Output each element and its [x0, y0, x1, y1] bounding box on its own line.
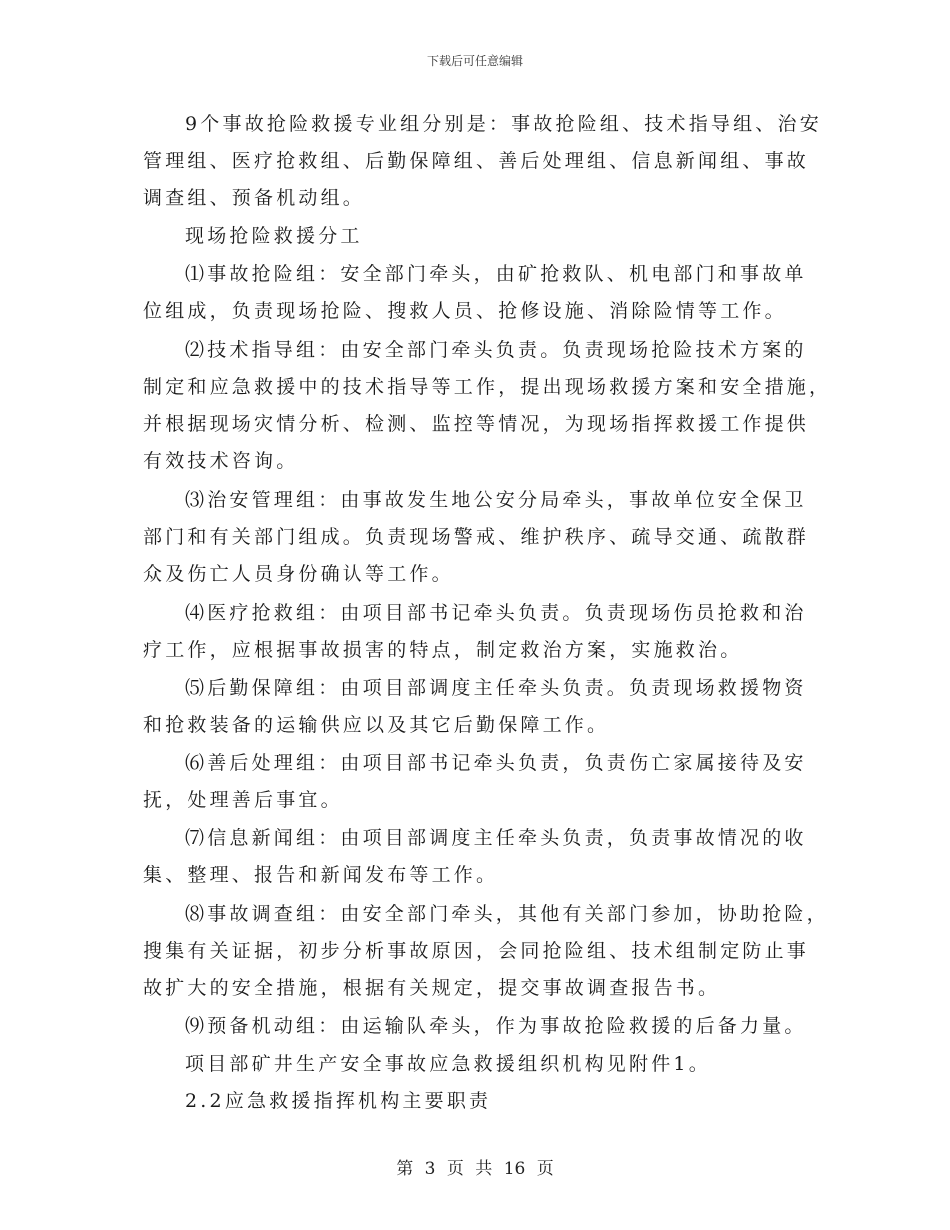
item-3-line-2: 部门和有关部门组成。负责现场警戒、维护秩序、疏导交通、疏散群	[143, 526, 810, 548]
paragraph-intro-line-3: 调查组、预备机动组。	[143, 187, 366, 209]
item-1-line-1: ⑴事故抢险组：安全部门牵头，由矿抢救队、机电部门和事故单	[185, 263, 807, 285]
item-4-line-1: ⑷医疗抢救组：由项目部书记牵头负责。负责现场伤员抢救和治	[185, 602, 807, 624]
item-5-line-2: 和抢救装备的运输供应以及其它后勤保障工作。	[143, 714, 610, 736]
item-2-line-4: 有效技术咨询。	[143, 450, 299, 472]
item-6-line-2: 抚，处理善后事宜。	[143, 789, 343, 811]
item-7-line-2: 集、整理、报告和新闻发布等工作。	[143, 864, 499, 886]
page-header: 下载后可任意编辑	[426, 54, 523, 68]
item-7-line-1: ⑺信息新闻组：由项目部调度主任牵头负责，负责事故情况的收	[185, 827, 807, 849]
attachment-note: 项目部矿井生产安全事故应急救援组织机构见附件1。	[185, 1053, 711, 1075]
item-8-line-2: 搜集有关证据，初步分析事故原因，会同抢险组、技术组制定防止事	[143, 940, 810, 962]
item-4-line-2: 疗工作，应根据事故损害的特点，制定救治方案，实施救治。	[143, 639, 743, 661]
item-8-line-1: ⑻事故调查组：由安全部门牵头，其他有关部门参加，协助抢险，	[185, 903, 829, 925]
paragraph-intro-line-1: 9个事故抢险救援专业组分别是：事故抢险组、技术指导组、治安	[185, 113, 822, 135]
item-6-line-1: ⑹善后处理组：由项目部书记牵头负责，负责伤亡家属接待及安	[185, 752, 807, 774]
section-2-2-heading: 2.2应急救援指挥机构主要职责	[185, 1090, 492, 1112]
item-2-line-2: 制定和应急救援中的技术指导等工作，提出现场救援方案和安全措施，	[143, 376, 832, 398]
item-2-line-1: ⑵技术指导组：由安全部门牵头负责。负责现场抢险技术方案的	[185, 339, 807, 361]
section-heading: 现场抢险救援分工	[185, 225, 363, 247]
paragraph-intro-line-2: 管理组、医疗抢救组、后勤保障组、善后处理组、信息新闻组、事故	[143, 150, 810, 172]
item-3-line-3: 众及伤亡人员身份确认等工作。	[143, 563, 454, 585]
item-9-line-1: ⑼预备机动组：由运输队牵头，作为事故抢险救援的后备力量。	[185, 1015, 807, 1037]
item-8-line-3: 故扩大的安全措施，根据有关规定，提交事故调查报告书。	[143, 977, 721, 999]
page-number-footer: 第 3 页 共 16 页	[396, 1159, 554, 1179]
item-2-line-3: 并根据现场灾情分析、检测、监控等情况，为现场指挥救援工作提供	[143, 413, 810, 435]
item-5-line-1: ⑸后勤保障组：由项目部调度主任牵头负责。负责现场救援物资	[185, 677, 807, 699]
item-1-line-2: 位组成，负责现场抢险、搜救人员、抢修设施、消除险情等工作。	[143, 300, 787, 322]
item-3-line-1: ⑶治安管理组：由事故发生地公安分局牵头，事故单位安全保卫	[185, 489, 807, 511]
